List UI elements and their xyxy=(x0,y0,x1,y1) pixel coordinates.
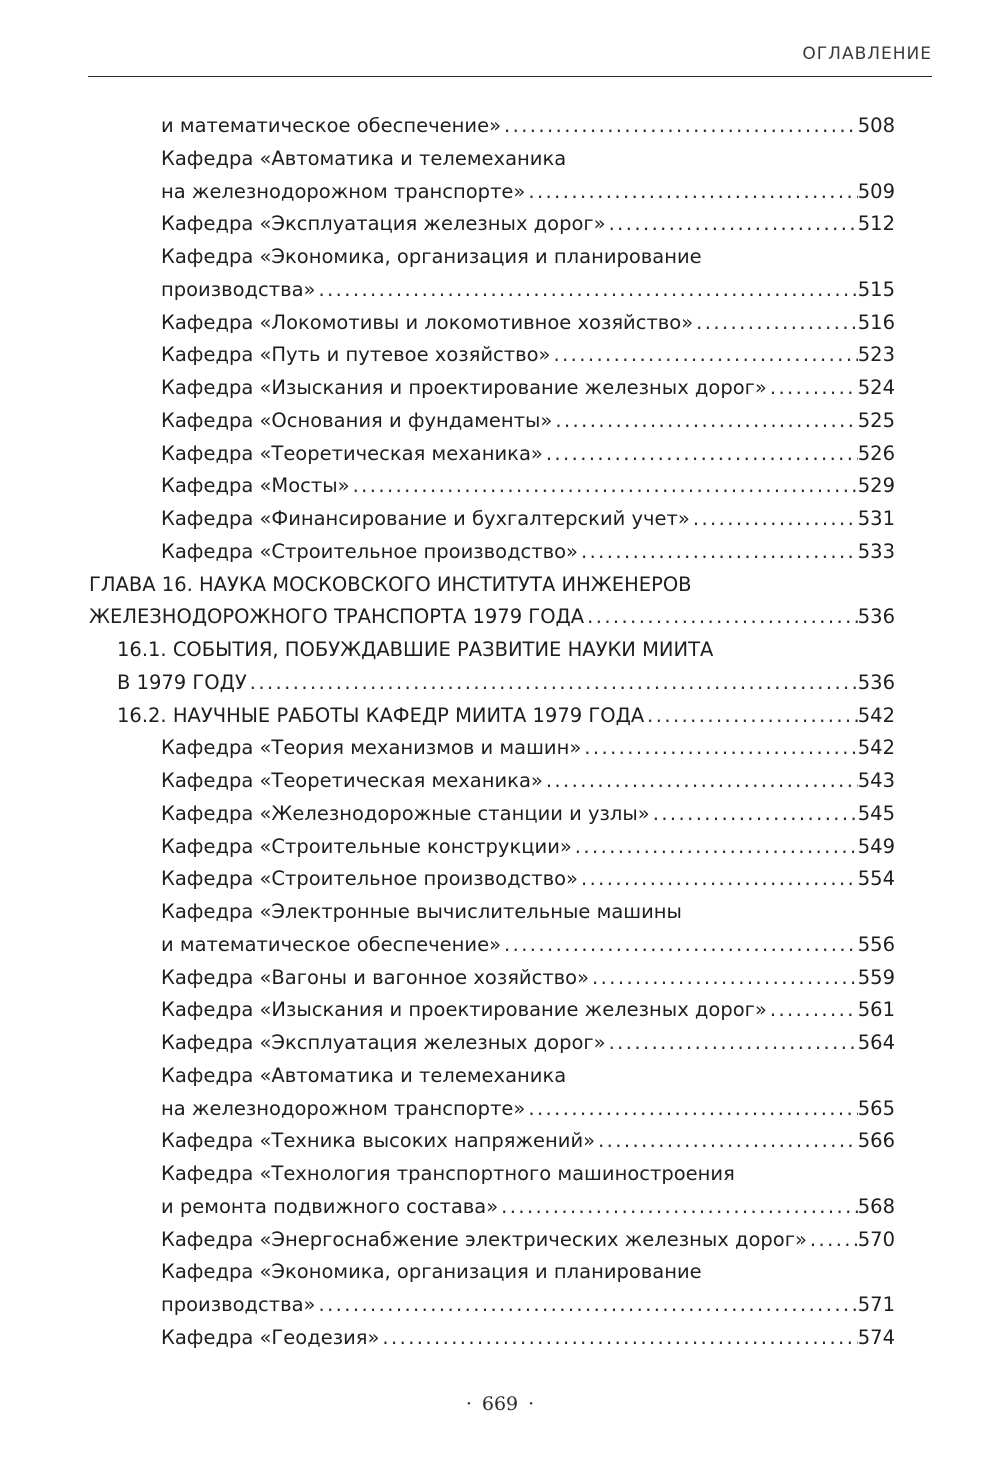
toc-entry-title: Кафедра «Строительные конструкции» xyxy=(161,834,572,858)
toc-leader-dots xyxy=(379,1322,857,1355)
toc-leader-dots xyxy=(247,667,858,700)
running-header-title: ОГЛАВЛЕНИЕ xyxy=(802,44,932,64)
toc-entry-title: Кафедра «Строительное производство» xyxy=(161,539,578,563)
toc-leader-dots xyxy=(650,798,858,831)
toc-leader-dots xyxy=(572,831,858,864)
toc-leader-dots xyxy=(606,208,858,241)
toc-entry-title: производства» xyxy=(161,1293,316,1316)
toc-entry-title: и математическое обеспечение» xyxy=(161,932,502,956)
toc-page-number: 549 xyxy=(857,834,895,858)
toc-entry-line xyxy=(0,1060,1000,1093)
toc-page-number: 568 xyxy=(857,1194,895,1218)
toc-leader-dots xyxy=(501,110,858,143)
toc-chapter-entry[interactable] xyxy=(0,601,895,634)
toc-entry-title: Кафедра «Изыскания и проектирование железных дорог» xyxy=(161,998,767,1022)
toc-leader-dots xyxy=(606,1027,858,1060)
toc-entry[interactable] xyxy=(0,274,895,307)
toc-section-title: В 1979 ГОДУ xyxy=(117,670,247,694)
toc-entry-title: производства» xyxy=(161,277,316,301)
toc-page-number: 570 xyxy=(857,1227,895,1251)
page-number-value: 669 xyxy=(481,1393,519,1415)
toc-entry-title: Кафедра «Теория механизмов и машин» xyxy=(161,736,582,760)
toc-entry-title: Кафедра «Энергоснабжение электрических железных дорог» xyxy=(161,1227,807,1251)
toc-page-number: 565 xyxy=(857,1096,895,1120)
toc-entry[interactable] xyxy=(0,470,895,503)
toc-page-number: 524 xyxy=(857,376,895,399)
toc-entry-title: Кафедра «Техника высоких напряжений» xyxy=(161,1129,596,1153)
toc-entry[interactable] xyxy=(0,339,895,372)
page-number-bullet-right: · xyxy=(528,1393,535,1415)
toc-entry[interactable] xyxy=(0,1322,895,1355)
toc-page-number: 542 xyxy=(857,736,895,760)
toc-leader-dots xyxy=(767,994,858,1027)
toc-entry[interactable] xyxy=(0,798,895,831)
toc-entry[interactable] xyxy=(0,1125,895,1158)
toc-entry[interactable] xyxy=(0,1191,895,1224)
toc-entry-title: Кафедра «Геодезия» xyxy=(161,1325,380,1349)
toc-entry-title: Кафедра «Экономика, организация и планирование xyxy=(161,1260,702,1284)
toc-leader-dots xyxy=(807,1224,858,1257)
toc-entry[interactable] xyxy=(0,1289,895,1322)
toc-leader-dots xyxy=(543,765,858,798)
toc-chapter-heading-line xyxy=(0,569,1000,602)
toc-entry[interactable] xyxy=(0,994,895,1027)
toc-entry[interactable] xyxy=(0,929,895,962)
toc-entry[interactable] xyxy=(0,831,895,864)
toc-entry-title: Кафедра «Автоматика и телемеханика xyxy=(161,146,567,170)
toc-leader-dots xyxy=(584,601,858,634)
toc-section-title: 16.2. НАУЧНЫЕ РАБОТЫ КАФЕДР МИИТА 1979 ГОДА xyxy=(117,703,645,727)
toc-page-number: 529 xyxy=(857,474,895,498)
toc-entry-title: Кафедра «Основания и фундаменты» xyxy=(161,408,553,432)
toc-page-number: 509 xyxy=(857,179,895,203)
toc-entry[interactable] xyxy=(0,307,895,340)
toc-leader-dots xyxy=(693,307,858,340)
toc-entry[interactable] xyxy=(0,1027,895,1060)
toc-entry-title: Кафедра «Путь и путевое хозяйство» xyxy=(161,343,551,367)
toc-page-number: 531 xyxy=(857,507,895,530)
toc-leader-dots xyxy=(589,962,858,995)
toc-page-number: 515 xyxy=(857,277,895,301)
page-number xyxy=(0,1393,1000,1415)
toc-leader-dots xyxy=(581,732,857,765)
toc-leader-dots xyxy=(315,1289,857,1322)
toc-entry-title: Кафедра «Теоретическая механика» xyxy=(161,441,543,465)
toc-entry[interactable] xyxy=(0,372,895,405)
toc-entry[interactable] xyxy=(0,765,895,798)
toc-page-number: 566 xyxy=(857,1129,895,1153)
toc-entry[interactable] xyxy=(0,732,895,765)
toc-entry[interactable] xyxy=(0,962,895,995)
toc-leader-dots xyxy=(525,1093,857,1126)
toc-entry-title: на железнодорожном транспорте» xyxy=(161,1096,526,1120)
toc-leader-dots xyxy=(644,700,858,733)
header-rule xyxy=(88,76,932,77)
toc-entry-title: Кафедра «Эксплуатация железных дорог» xyxy=(161,212,606,236)
toc-page-number: 564 xyxy=(857,1031,895,1054)
toc-page-number: 556 xyxy=(857,932,895,956)
toc-page-number: 533 xyxy=(857,539,895,563)
toc-entry-line xyxy=(0,896,1000,929)
toc-section-entry[interactable] xyxy=(0,700,895,733)
toc-leader-dots xyxy=(595,1125,858,1158)
toc-entry-title: на железнодорожном транспорте» xyxy=(161,179,526,203)
toc-entry[interactable] xyxy=(0,110,895,143)
toc-entry-line xyxy=(0,143,1000,176)
toc-entry-line xyxy=(0,1256,1000,1289)
toc-entry-title: Кафедра «Строительное производство» xyxy=(161,867,578,891)
toc-entry-title: Кафедра «Железнодорожные станции и узлы» xyxy=(161,801,650,825)
toc-page-number: 559 xyxy=(857,965,895,989)
toc-entry-title: Кафедра «Изыскания и проектирование железных дорог» xyxy=(161,376,767,399)
toc-entry-title: Кафедра «Экономика, организация и планирование xyxy=(161,245,702,268)
toc-page-number: 571 xyxy=(857,1293,895,1316)
toc-entry[interactable] xyxy=(0,208,895,241)
toc-leader-dots xyxy=(552,405,857,438)
toc-entry[interactable] xyxy=(0,503,895,536)
toc-entry-title: Кафедра «Технология транспортного машиностроения xyxy=(161,1162,735,1185)
toc-leader-dots xyxy=(501,929,858,962)
toc-page-number: 542 xyxy=(857,703,895,727)
toc-entry-title: Кафедра «Финансирование и бухгалтерский учет» xyxy=(161,507,690,530)
toc-page-number: 525 xyxy=(857,408,895,432)
toc-entry-line xyxy=(0,241,1000,274)
toc-page-number: 516 xyxy=(857,310,895,334)
toc-leader-dots xyxy=(543,438,858,471)
toc-leader-dots xyxy=(550,339,857,372)
toc-entry-title: Кафедра «Теоретическая механика» xyxy=(161,769,543,792)
toc-entry-title: Кафедра «Мосты» xyxy=(161,474,350,498)
toc-leader-dots xyxy=(350,470,858,503)
toc-page-number: 536 xyxy=(857,670,895,694)
toc-entry[interactable] xyxy=(0,405,895,438)
toc-section-heading-line xyxy=(0,634,1000,667)
toc-page-number: 512 xyxy=(857,212,895,236)
toc-entry[interactable] xyxy=(0,1093,895,1126)
toc-leader-dots xyxy=(315,274,857,307)
toc-page-number: 574 xyxy=(857,1325,895,1349)
toc-chapter-title: ГЛАВА 16. НАУКА МОСКОВСКОГО ИНСТИТУТА ИНЖЕНЕРОВ xyxy=(89,572,692,596)
toc-entry[interactable] xyxy=(0,438,895,471)
toc-entry[interactable] xyxy=(0,536,895,569)
toc-chapter-title: ЖЕЛЕЗНОДОРОЖНОГО ТРАНСПОРТА 1979 ГОДА xyxy=(89,605,585,629)
toc-entry[interactable] xyxy=(0,176,895,209)
toc-entry-title: Кафедра «Локомотивы и локомотивное хозяйство» xyxy=(161,310,694,334)
toc-page-number: 536 xyxy=(857,605,895,629)
toc-page-number: 543 xyxy=(857,769,895,792)
toc-entry[interactable] xyxy=(0,1224,895,1257)
toc-leader-dots xyxy=(578,863,858,896)
toc-section-title: 16.1. СОБЫТИЯ, ПОБУЖДАВШИЕ РАЗВИТИЕ НАУКИ МИИТА xyxy=(117,638,714,661)
toc-entry[interactable] xyxy=(0,863,895,896)
toc-page-number: 561 xyxy=(857,998,895,1022)
toc-page-number: 508 xyxy=(857,114,895,137)
toc-entry-title: и математическое обеспечение» xyxy=(161,114,502,137)
toc-leader-dots xyxy=(767,372,858,405)
toc-entry-title: Кафедра «Электронные вычислительные машины xyxy=(161,900,682,923)
toc-entry-title: Кафедра «Эксплуатация железных дорог» xyxy=(161,1031,606,1054)
toc-entry-title: Кафедра «Автоматика и телемеханика xyxy=(161,1063,567,1087)
toc-page-number: 526 xyxy=(857,441,895,465)
toc-leader-dots xyxy=(525,176,857,209)
table-of-contents xyxy=(0,110,1000,1355)
toc-entry-line xyxy=(0,1158,1000,1191)
toc-page-number: 554 xyxy=(857,867,895,891)
toc-entry-title: и ремонта подвижного состава» xyxy=(161,1194,499,1218)
toc-entry-title: Кафедра «Вагоны и вагонное хозяйство» xyxy=(161,965,590,989)
toc-page-number: 545 xyxy=(857,801,895,825)
toc-leader-dots xyxy=(578,536,858,569)
toc-leader-dots xyxy=(498,1191,858,1224)
toc-section-entry[interactable] xyxy=(0,667,895,700)
toc-page-number: 523 xyxy=(857,343,895,367)
toc-leader-dots xyxy=(690,503,858,536)
page-number-bullet-left: · xyxy=(465,1393,472,1415)
